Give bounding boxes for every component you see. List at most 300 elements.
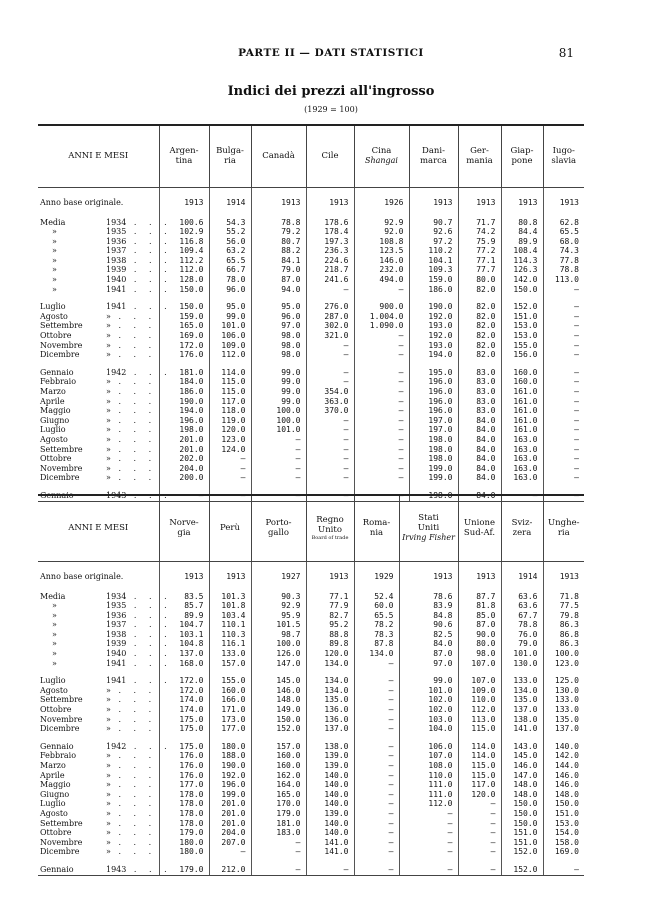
row-label-text: Novembre xyxy=(40,463,83,473)
table-cell: — xyxy=(543,397,584,407)
table-cell: — xyxy=(543,285,584,295)
table-cell: 1927 xyxy=(251,570,306,584)
table-cell: — xyxy=(306,285,354,295)
row-label xyxy=(38,864,172,875)
table-row xyxy=(38,639,584,649)
row-year: » xyxy=(106,818,111,828)
table-cell: 123.5 xyxy=(354,246,409,256)
table-cell: 178.0 xyxy=(159,790,209,800)
table-cell: 84.0 xyxy=(458,445,501,455)
table-cell: 1926 xyxy=(354,196,409,210)
row-label-text: » xyxy=(52,639,57,649)
table-cell: 71.8 xyxy=(543,592,584,602)
row-label xyxy=(38,302,172,312)
table-cell: — xyxy=(354,715,399,725)
table-cell: 153.0 xyxy=(501,321,543,331)
row-label xyxy=(38,761,159,771)
table-cell: 177.0 xyxy=(159,780,209,790)
table-cell: 370.0 xyxy=(306,406,354,416)
table-row xyxy=(38,285,584,295)
column-header xyxy=(306,495,354,561)
table-cell: 163.0 xyxy=(501,445,543,455)
table-cell: 103.4 xyxy=(209,611,251,621)
row-year: 1939 xyxy=(106,639,127,649)
table-cell: — xyxy=(354,686,399,696)
table-cell: 134.0 xyxy=(501,686,543,696)
table-cell: 140.0 xyxy=(306,819,354,829)
table-cell: 144.0 xyxy=(543,761,584,771)
table-cell: 494.0 xyxy=(354,275,409,285)
leader-dots: . . . xyxy=(126,864,172,874)
leader-dots: . . . xyxy=(110,311,157,321)
table-cell: 83.0 xyxy=(458,387,501,397)
table-cell: 138.0 xyxy=(501,715,543,725)
table-cell: 68.0 xyxy=(543,237,584,247)
table-cell: — xyxy=(209,473,251,483)
leader-dots: . . . xyxy=(110,377,157,387)
table-cell: — xyxy=(354,491,409,501)
table-row xyxy=(38,331,584,341)
leader-dots: . . . xyxy=(126,649,172,659)
table-cell: — xyxy=(209,847,251,857)
table-cell: 196.0 xyxy=(209,780,251,790)
column-header-line: Norve- xyxy=(169,518,199,529)
row-label-text: Media xyxy=(40,217,66,227)
table-cell: 142.0 xyxy=(543,751,584,761)
spacer-row xyxy=(38,187,584,196)
table-cell: 107.0 xyxy=(458,659,501,669)
column-header-line: Canadà xyxy=(262,151,295,162)
row-label-text: Luglio xyxy=(40,425,66,435)
table-cell: — xyxy=(159,491,209,501)
table-row xyxy=(38,341,584,351)
table-cell: 84.4 xyxy=(501,227,543,237)
table-cell: 116.1 xyxy=(209,639,251,649)
table-cell: 196.0 xyxy=(409,397,458,407)
table-cell: 115.0 xyxy=(209,387,251,397)
column-header xyxy=(543,125,584,187)
column-header-line: ria xyxy=(557,528,570,539)
table-cell: 133.0 xyxy=(209,649,251,659)
row-label xyxy=(38,705,159,715)
table-row xyxy=(38,246,584,256)
table-row xyxy=(38,445,584,455)
table-row xyxy=(38,865,584,875)
table-cell: 74.2 xyxy=(458,227,501,237)
leader-dots: . . . xyxy=(110,847,157,857)
table-row xyxy=(38,620,584,630)
table-cell: 133.0 xyxy=(543,705,584,715)
row-label-text: Aprile xyxy=(40,396,65,406)
table-cell: 82.0 xyxy=(458,321,501,331)
spacer-row xyxy=(38,483,584,491)
table-cell: 79.0 xyxy=(501,639,543,649)
table-cell: 85.0 xyxy=(458,611,501,621)
column-header-line: Iugo- xyxy=(552,146,575,157)
corner-label: ANNI E MESI xyxy=(38,125,159,187)
row-year: 1941 xyxy=(106,676,127,686)
table-cell: 181.0 xyxy=(159,368,209,378)
table-cell: 168.0 xyxy=(159,659,209,669)
table-cell: — xyxy=(501,491,543,501)
table-cell: 186.0 xyxy=(409,285,458,295)
table-cell: — xyxy=(251,435,306,445)
table-cell: 193.0 xyxy=(409,321,458,331)
table-cell: 137.0 xyxy=(501,705,543,715)
row-label xyxy=(38,809,159,819)
leader-dots: . . . xyxy=(110,685,157,695)
table-cell: 97.0 xyxy=(251,321,306,331)
table-cell: 84.0 xyxy=(458,491,501,501)
table-cell: 125.0 xyxy=(543,676,584,686)
column-header-line: gallo xyxy=(267,528,290,539)
table-cell: 197.0 xyxy=(409,425,458,435)
table-cell: 1913 xyxy=(159,570,209,584)
table-cell: — xyxy=(251,838,306,848)
table-cell: 133.0 xyxy=(501,676,543,686)
table-cell: 55.2 xyxy=(209,227,251,237)
table-cell: 99.0 xyxy=(251,377,306,387)
table-cell: 52.4 xyxy=(354,592,399,602)
table-cell: 141.0 xyxy=(306,838,354,848)
table-row xyxy=(38,592,584,602)
row-year: » xyxy=(106,434,111,444)
table-cell: 87.8 xyxy=(354,639,399,649)
prices-table-1 xyxy=(38,124,584,502)
table-cell: 146.0 xyxy=(543,771,584,781)
table-row xyxy=(38,649,584,659)
table-cell: 141.0 xyxy=(501,724,543,734)
row-label-text: Ottobre xyxy=(40,828,72,838)
leader-dots: . . . xyxy=(110,463,157,473)
table-cell: 80.8 xyxy=(501,218,543,228)
table-cell: 180.0 xyxy=(159,838,209,848)
table-cell: 142.0 xyxy=(501,275,543,285)
table-cell: 115.0 xyxy=(458,761,501,771)
row-label xyxy=(38,406,159,416)
table-cell: 180.0 xyxy=(209,742,251,752)
table-cell: 1.090.0 xyxy=(354,321,409,331)
row-label xyxy=(38,331,159,341)
column-header xyxy=(159,125,209,187)
row-label-text: Novembre xyxy=(40,714,83,724)
table-cell: 146.0 xyxy=(251,686,306,696)
table-cell: — xyxy=(209,464,251,474)
column-header xyxy=(501,495,543,561)
table-cell: — xyxy=(543,491,584,501)
column-header-line: Bulga- xyxy=(216,146,244,157)
table-cell: 118.0 xyxy=(209,406,251,416)
column-header-note: Board of trade xyxy=(311,534,349,541)
table-cell: 140.0 xyxy=(306,780,354,790)
column-header-line: Roma- xyxy=(362,518,391,529)
table-cell: 107.0 xyxy=(458,676,501,686)
table-cell: 165.0 xyxy=(159,321,209,331)
spacer-row xyxy=(38,668,584,676)
table-cell: — xyxy=(306,368,354,378)
table-cell: 160.0 xyxy=(501,368,543,378)
leader-dots: . . . xyxy=(110,789,157,799)
table-cell: 88.2 xyxy=(251,246,306,256)
table-cell: 138.0 xyxy=(306,742,354,752)
table-cell: 194.0 xyxy=(159,406,209,416)
table-cell: 175.0 xyxy=(159,724,209,734)
table-cell: 159.0 xyxy=(409,275,458,285)
table-cell: 77.7 xyxy=(458,265,501,275)
table-cell: 150.0 xyxy=(501,285,543,295)
table-cell: — xyxy=(543,473,584,483)
table-cell: 115.0 xyxy=(209,377,251,387)
leader-dots: . . . xyxy=(110,828,157,838)
row-label xyxy=(38,790,159,800)
table-cell: 152.0 xyxy=(501,302,543,312)
table-cell: 84.0 xyxy=(458,454,501,464)
table-cell: 201.0 xyxy=(209,809,251,819)
table-cell: 111.0 xyxy=(399,790,458,800)
row-label-text: » xyxy=(52,658,57,668)
table-cell: 82.0 xyxy=(458,312,501,322)
leader-dots: . . . xyxy=(110,321,157,331)
table-cell: — xyxy=(354,387,409,397)
table-cell: 194.0 xyxy=(409,350,458,360)
table-cell: 148.0 xyxy=(501,790,543,800)
table-cell: 179.0 xyxy=(159,865,209,875)
table-cell: — xyxy=(458,828,501,838)
leader-dots: . . . xyxy=(110,799,157,809)
table-cell: 79.0 xyxy=(251,265,306,275)
leader-dots: . . . xyxy=(126,601,172,611)
leader-dots: . . . xyxy=(126,620,172,630)
table-cell: 163.0 xyxy=(501,435,543,445)
table-cell: 119.0 xyxy=(209,416,251,426)
table-cell: — xyxy=(354,425,409,435)
spacer-row xyxy=(38,584,584,592)
table-cell: — xyxy=(354,771,399,781)
table-cell: 174.0 xyxy=(159,705,209,715)
row-label-text: Gennaio xyxy=(40,490,74,500)
column-header-line: Unione xyxy=(464,518,495,529)
table-cell: 183.0 xyxy=(251,828,306,838)
table-cell: 87.0 xyxy=(458,620,501,630)
table-cell: — xyxy=(543,406,584,416)
row-label-text: Gennaio xyxy=(40,741,74,751)
table-cell: 160.0 xyxy=(251,761,306,771)
table-row xyxy=(38,464,584,474)
table-cell: 109.0 xyxy=(209,341,251,351)
column-header-line: zera xyxy=(512,528,532,539)
row-label-text: Anno base originale. xyxy=(40,571,124,581)
table-cell: 95.0 xyxy=(251,302,306,312)
table-cell: 135.0 xyxy=(501,695,543,705)
table-cell: 100.0 xyxy=(251,406,306,416)
table-cell: — xyxy=(251,491,306,501)
table-cell: — xyxy=(251,847,306,857)
leader-dots: . . . xyxy=(126,591,172,601)
table-cell: 160.0 xyxy=(501,377,543,387)
table-cell: 92.9 xyxy=(354,218,409,228)
leader-dots: . . . xyxy=(110,434,157,444)
table-cell: 107.0 xyxy=(399,751,458,761)
column-header-line: tina xyxy=(175,156,193,167)
table-cell: 99.0 xyxy=(251,387,306,397)
row-year: » xyxy=(106,714,111,724)
table-cell: 126.0 xyxy=(251,649,306,659)
table-cell: 114.0 xyxy=(209,368,251,378)
table-cell: — xyxy=(543,350,584,360)
row-year: 1938 xyxy=(106,255,127,265)
table-cell: 128.0 xyxy=(159,275,209,285)
table-cell: 110.0 xyxy=(458,695,501,705)
spacer-row xyxy=(38,294,584,302)
table-row xyxy=(38,368,584,378)
table-cell: 85.7 xyxy=(159,601,209,611)
prices-table-2 xyxy=(38,494,584,876)
table-cell: — xyxy=(354,659,399,669)
column-header-line: pone xyxy=(511,156,533,167)
table-cell: 190.0 xyxy=(409,302,458,312)
table-cell: — xyxy=(543,312,584,322)
table-cell: 178.6 xyxy=(306,218,354,228)
table-cell: 236.3 xyxy=(306,246,354,256)
table-cell: 160.0 xyxy=(251,751,306,761)
table-cell: 112.2 xyxy=(159,256,209,266)
row-label-text: Aprile xyxy=(40,770,65,780)
table-cell: — xyxy=(354,377,409,387)
leader-dots: . . . xyxy=(110,808,157,818)
table-row xyxy=(38,686,584,696)
table-cell: 133.0 xyxy=(543,695,584,705)
row-label xyxy=(38,445,159,455)
table-cell: 1913 xyxy=(251,196,306,210)
row-label xyxy=(38,387,159,397)
table-cell: — xyxy=(354,368,409,378)
table-cell: 163.0 xyxy=(501,473,543,483)
table-cell: 197.0 xyxy=(409,416,458,426)
table-cell: 146.0 xyxy=(354,256,409,266)
table-cell: 134.0 xyxy=(306,676,354,686)
table-cell: 77.5 xyxy=(543,601,584,611)
table-row xyxy=(38,387,584,397)
table-cell: 148.0 xyxy=(501,780,543,790)
table-cell: 67.7 xyxy=(501,611,543,621)
column-header-line: Cile xyxy=(321,151,339,162)
table-cell: 96.0 xyxy=(251,312,306,322)
table-cell: 146.0 xyxy=(501,761,543,771)
row-label xyxy=(38,454,159,464)
table-cell: 84.0 xyxy=(458,435,501,445)
table-cell: — xyxy=(251,865,306,875)
table-cell: 166.0 xyxy=(209,695,251,705)
row-year: » xyxy=(106,789,111,799)
row-label-text: » xyxy=(52,284,57,294)
row-label-text: Novembre xyxy=(40,837,83,847)
row-label-text: » xyxy=(52,255,57,265)
table-cell: — xyxy=(354,742,399,752)
row-label-text: Dicembre xyxy=(40,847,80,857)
row-label xyxy=(38,591,172,602)
table-cell: 113.0 xyxy=(543,275,584,285)
table-cell: 199.0 xyxy=(209,790,251,800)
table-cell: 218.7 xyxy=(306,265,354,275)
column-header-line: Dani- xyxy=(422,146,445,157)
table-cell: 201.0 xyxy=(209,799,251,809)
leader-dots: . . . xyxy=(126,217,172,227)
table-cell: 287.0 xyxy=(306,312,354,322)
row-year: » xyxy=(106,463,111,473)
table-cell: 95.2 xyxy=(306,620,354,630)
table-cell: 152.0 xyxy=(501,847,543,857)
table-cell: — xyxy=(458,799,501,809)
table-cell: 197.3 xyxy=(306,237,354,247)
table-cell: 134.0 xyxy=(354,649,399,659)
table-cell: 169.0 xyxy=(543,847,584,857)
table-cell: 1914 xyxy=(501,570,543,584)
table-cell: 139.0 xyxy=(306,751,354,761)
row-label xyxy=(38,275,172,285)
table-cell: 82.0 xyxy=(458,341,501,351)
table-cell: 156.0 xyxy=(501,350,543,360)
table-cell: 161.0 xyxy=(501,425,543,435)
table-row xyxy=(38,771,584,781)
table-cell: 97.0 xyxy=(399,659,458,669)
table-cell: 153.0 xyxy=(543,819,584,829)
row-label xyxy=(38,780,159,790)
column-header-line: slavia xyxy=(551,156,577,167)
table-cell: 110.2 xyxy=(409,246,458,256)
leader-dots: . . . xyxy=(126,629,172,639)
table-cell: 321.0 xyxy=(306,331,354,341)
table-cell: 77.2 xyxy=(458,246,501,256)
row-year: » xyxy=(106,808,111,818)
table-cell: 177.0 xyxy=(209,724,251,734)
running-header xyxy=(0,44,662,64)
table-cell: — xyxy=(354,406,409,416)
table-cell: 151.0 xyxy=(501,312,543,322)
table-cell: 92.9 xyxy=(251,601,306,611)
table-row xyxy=(38,751,584,761)
table-cell: 88.8 xyxy=(306,630,354,640)
column-header xyxy=(501,125,543,187)
column-header xyxy=(251,125,306,187)
row-year: » xyxy=(106,387,111,396)
row-label-text: » xyxy=(52,610,57,620)
table-cell: 84.0 xyxy=(458,416,501,426)
table-cell: — xyxy=(354,464,409,474)
table-cell: — xyxy=(306,865,354,875)
table-cell: 90.7 xyxy=(409,218,458,228)
table-cell: — xyxy=(543,425,584,435)
page-number: 81 xyxy=(558,46,574,60)
table-cell: 114.0 xyxy=(458,742,501,752)
table-row xyxy=(38,742,584,752)
row-year: » xyxy=(106,415,111,425)
table-cell: 172.0 xyxy=(159,686,209,696)
table-cell: 115.0 xyxy=(458,724,501,734)
table-cell: 140.0 xyxy=(543,742,584,752)
table-cell: — xyxy=(399,847,458,857)
row-label xyxy=(38,341,159,351)
table-cell: 71.7 xyxy=(458,218,501,228)
column-header-line: Sud-Af. xyxy=(463,528,496,539)
table-cell: — xyxy=(306,435,354,445)
table-cell: 99.0 xyxy=(251,397,306,407)
row-label xyxy=(38,649,172,659)
table-row xyxy=(38,275,584,285)
table-cell: 98.0 xyxy=(251,331,306,341)
table-cell: — xyxy=(354,350,409,360)
table-cell: 193.0 xyxy=(409,341,458,351)
row-label-text: Settembre xyxy=(40,818,83,828)
